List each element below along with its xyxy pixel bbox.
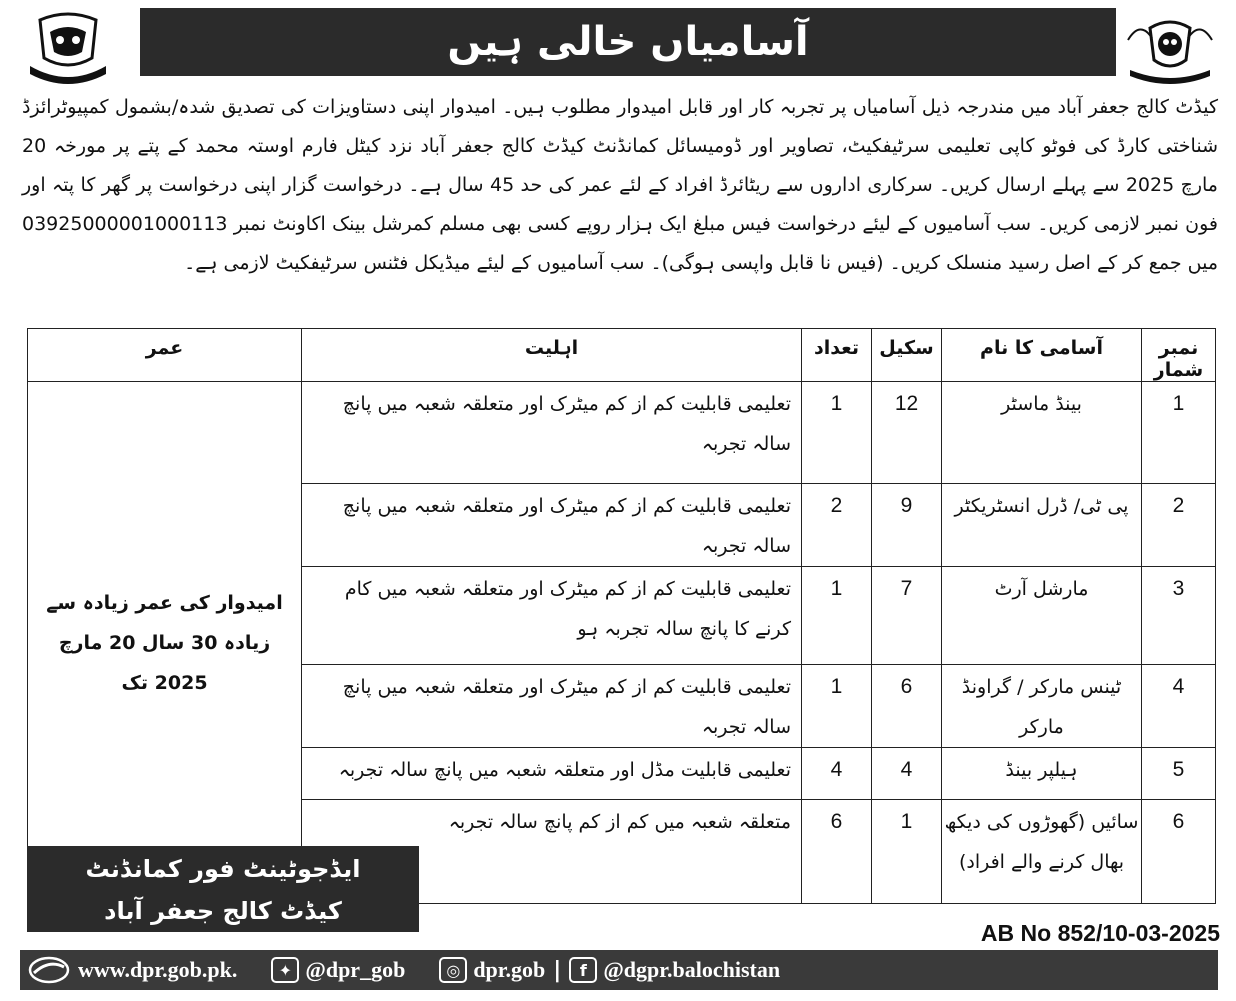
row-post: پی ٹی/ ڈرل انسٹریکٹر [942, 484, 1142, 567]
row-post: ہیلپر بینڈ [942, 748, 1142, 800]
table-header-row [28, 329, 1216, 382]
header-scale: سکیل [872, 329, 942, 382]
row-post: سائیں (گھوڑوں کی دیکھ بھال کرنے والے افراد) [942, 800, 1142, 904]
row-scale: 6 [872, 665, 942, 748]
row-serial: 1 [1142, 382, 1216, 484]
row-count: 2 [802, 484, 872, 567]
row-post: مارشل آرٹ [942, 567, 1142, 665]
footer-instagram[interactable] [439, 957, 545, 983]
row-count: 4 [802, 748, 872, 800]
row-scale: 7 [872, 567, 942, 665]
facebook-handle[interactable]: @dgpr.balochistan [603, 957, 781, 982]
row-qualification: تعلیمی قابلیت مڈل اور متعلقہ شعبہ میں پانچ سالہ تجربہ [302, 748, 802, 800]
row-count: 6 [802, 800, 872, 904]
intro-paragraph: کیڈٹ کالج جعفر آباد میں مندرجہ ذیل آسامیاں پر تجربہ کار اور قابل امیدوار مطلوب ہیں۔ امیدوار اپنی دستاویزات کی تصدیق شدہ/بشمول کمپیوٹرائزڈ شناختی کارڈ کی فوٹو کاپی تعلیمی سرٹیفکیٹ، تصاویر اور ڈومیسائل کمانڈنٹ کیڈٹ کالج جعفر آباد نزد کیٹل فارم اوستہ محمد کے پتے پر مورخہ 20 مارچ 2025 سے پہلے ارسال کریں۔ سرکاری اداروں سے ریٹائرڈ افراد کے لئے عمر کی حد 45 سال ہے۔ درخواست گزار اپنی درخواست پر گھر کا پتہ اور فون نمبر لازمی کریں۔ سب آسامیوں کے لیئے درخواست فیس مبلغ ایک ہزار روپے کسی بھی مسلم کمرشل بینک اکاونٹ نمبر 03925000001000113 میں جمع کر کے اصل رسید منسلک کریں۔ (فیس نا قابل واپسی ہوگی)۔ سب آسامیوں کے لیئے میڈیکل فٹنس سرٹیفکیٹ لازمی ہے۔ [22, 96, 1218, 274]
twitter-icon: ✦ [271, 957, 299, 983]
table-row [28, 382, 1216, 484]
instagram-handle[interactable]: dpr.gob [473, 957, 546, 982]
vacancies-table [27, 328, 1216, 904]
header-age: عمر [28, 329, 302, 382]
header-serial: نمبر شمار [1142, 329, 1216, 382]
age-limit: امیدوار کی عمر زیادہ سے زیادہ 30 سال 20 مارچ 2025 تک [28, 382, 302, 904]
row-scale: 12 [872, 382, 942, 484]
row-serial: 3 [1142, 567, 1216, 665]
header-count: تعداد [802, 329, 872, 382]
footer-bar [20, 950, 1218, 990]
page-title: آسامیاں خالی ہیں [140, 8, 1116, 76]
row-serial: 4 [1142, 665, 1216, 748]
row-scale: 4 [872, 748, 942, 800]
instagram-icon: ◎ [439, 957, 467, 983]
separator-icon: | [553, 957, 562, 983]
signature-line-1: ایڈجوٹینٹ فور کمانڈنٹ [85, 855, 361, 883]
footer-facebook[interactable] [545, 957, 780, 983]
row-scale: 9 [872, 484, 942, 567]
row-serial: 2 [1142, 484, 1216, 567]
row-qualification: تعلیمی قابلیت کم از کم میٹرک اور متعلقہ شعبہ میں پانچ سالہ تجربہ [302, 382, 802, 484]
row-count: 1 [802, 665, 872, 748]
row-serial: 6 [1142, 800, 1216, 904]
row-qualification: تعلیمی قابلیت کم از کم میٹرک اور متعلقہ شعبہ میں پانچ سالہ تجربہ [302, 484, 802, 567]
header-qualification: اہلیت [302, 329, 802, 382]
ab-number: AB No 852/10-03-2025 [980, 920, 1220, 946]
header-post: آسامی کا نام [942, 329, 1142, 382]
row-post: ٹینس مارکر / گراونڈ مارکر [942, 665, 1142, 748]
row-scale: 1 [872, 800, 942, 904]
facebook-icon: f [569, 957, 597, 983]
row-post: بینڈ ماسٹر [942, 382, 1142, 484]
footer-twitter[interactable] [271, 957, 405, 983]
row-qualification: تعلیمی قابلیت کم از کم میٹرک اور متعلقہ شعبہ میں پانچ سالہ تجربہ [302, 665, 802, 748]
row-qualification: تعلیمی قابلیت کم از کم میٹرک اور متعلقہ شعبہ میں کام کرنے کا پانچ سالہ تجربہ ہو [302, 567, 802, 665]
college-crest-left [20, 10, 116, 90]
row-count: 1 [802, 382, 872, 484]
signature-block [27, 846, 419, 932]
twitter-handle[interactable]: @dpr_gob [305, 957, 406, 982]
college-crest-right [1122, 10, 1218, 90]
footer-website[interactable] [28, 955, 237, 985]
globe-icon [28, 955, 70, 985]
website-text[interactable]: www.dpr.gob.pk. [78, 957, 238, 982]
row-serial: 5 [1142, 748, 1216, 800]
row-count: 1 [802, 567, 872, 665]
signature-line-2: کیڈٹ کالج جعفر آباد [104, 897, 342, 925]
row-qualification: متعلقہ شعبہ میں کم از کم پانچ سالہ تجربہ [302, 800, 802, 904]
